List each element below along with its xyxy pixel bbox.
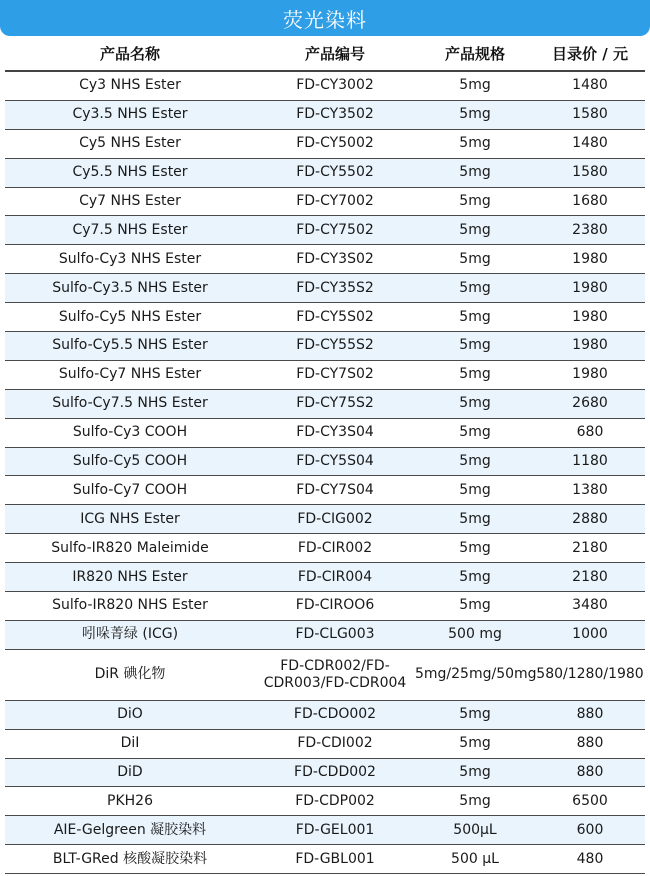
product-spec-cell: 5mg xyxy=(459,568,491,585)
product-spec-cell: 500 mg xyxy=(448,626,502,643)
product-code-cell: FD-CY7502 xyxy=(296,221,374,238)
product-price-cell: 1980 xyxy=(572,366,608,383)
product-name-cell: Sulfo-Cy3 NHS Ester xyxy=(58,250,202,267)
product-price-cell: 1980 xyxy=(572,279,608,296)
product-price-cell: 2680 xyxy=(572,395,608,412)
product-name-cell: IR820 NHS Ester xyxy=(72,568,188,585)
product-name-cell: DiD xyxy=(117,764,143,781)
product-price-cell: 2880 xyxy=(572,510,608,527)
product-code-cell: FD-CY7S02 xyxy=(296,366,374,383)
product-code-cell: FD-CY75S2 xyxy=(296,395,374,412)
table-row xyxy=(5,505,645,534)
product-code-cell: FD-CY7002 xyxy=(296,193,374,209)
product-price-cell: 1980 xyxy=(572,337,608,354)
product-code-cell: FD-CDD002 xyxy=(294,764,376,781)
product-spec-cell: 500 μL xyxy=(451,850,499,867)
product-code-cell: FD-CY3S02 xyxy=(296,250,374,267)
product-name-cell: Cy5.5 NHS Ester xyxy=(72,164,188,181)
product-price-cell: 2380 xyxy=(572,221,608,238)
table-row xyxy=(5,130,645,159)
table-row xyxy=(5,274,645,303)
product-name-cell: DiO xyxy=(117,706,143,723)
product-spec-cell: 5mg xyxy=(459,106,491,123)
product-price-cell: 1480 xyxy=(572,135,608,152)
product-spec-cell: 5mg xyxy=(459,250,491,267)
product-code-cell: FD-CIG002 xyxy=(297,510,373,527)
product-spec-cell: 5mg xyxy=(459,279,491,296)
product-spec-cell: 5mg xyxy=(459,453,491,470)
product-code-cell: FD-CY35S2 xyxy=(296,279,374,296)
product-code-cell: FD-CIROO6 xyxy=(295,597,375,614)
section-title: 荧光染料 xyxy=(283,7,367,32)
table-row xyxy=(5,592,645,621)
table-row xyxy=(5,216,645,245)
product-name-cell: Cy3.5 NHS Ester xyxy=(72,106,188,123)
product-spec-cell: 5mg xyxy=(459,366,491,383)
product-code-cell: FD-CDP002 xyxy=(295,792,375,809)
product-name-cell: Sulfo-Cy5.5 NHS Ester xyxy=(52,337,208,354)
product-code-cell: FD-CY5S04 xyxy=(296,453,374,470)
product-price-cell: 880 xyxy=(576,735,604,752)
table-row xyxy=(5,476,645,505)
table-body xyxy=(5,72,645,874)
product-code-cell: FD-CY5S02 xyxy=(296,308,374,325)
table-row xyxy=(5,332,645,361)
product-name-cell: Sulfo-Cy3 COOH xyxy=(72,424,188,441)
column-header-spec: 产品规格 xyxy=(444,44,505,63)
product-spec-cell: 5mg xyxy=(459,735,491,752)
table-row xyxy=(5,159,645,188)
product-code-cell: FD-GBL001 xyxy=(295,850,375,867)
product-name-cell: AIE-Gelgreen 凝胶染料 xyxy=(53,821,207,838)
product-code-cell: FD-CIR002 xyxy=(297,539,373,556)
table-row xyxy=(5,730,645,759)
product-code-cell: FD-CIR004 xyxy=(297,568,373,585)
table-row xyxy=(5,563,645,592)
product-spec-cell: 5mg xyxy=(459,597,491,614)
product-code-cell: FD-GEL001 xyxy=(295,821,375,838)
product-spec-cell: 5mg xyxy=(459,337,491,354)
product-spec-cell: 5mg xyxy=(459,135,491,152)
table-row xyxy=(5,845,645,874)
product-spec-cell: 500μL xyxy=(453,821,497,838)
product-spec-cell: 5mg/25mg/50mg xyxy=(415,666,537,683)
product-price-cell: 1980 xyxy=(572,250,608,267)
table-row xyxy=(5,534,645,563)
product-price-cell: 1380 xyxy=(572,481,608,498)
product-code-cell: FD-CDO002 xyxy=(293,706,377,723)
product-name-cell: Sulfo-Cy7 COOH xyxy=(72,481,188,498)
product-name-cell: Sulfo-IR820 Maleimide xyxy=(51,539,209,556)
table-row xyxy=(5,650,645,701)
table-row xyxy=(5,303,645,332)
product-name-cell: Sulfo-Cy7 NHS Ester xyxy=(58,366,202,383)
product-name-cell: ICG NHS Ester xyxy=(80,510,180,527)
product-price-cell: 1180 xyxy=(572,453,608,470)
product-price-cell: 1980 xyxy=(572,308,608,325)
product-code-cell: FD-CY3S04 xyxy=(296,424,374,441)
product-name-cell: PKH26 xyxy=(107,792,153,809)
product-name-cell: Cy7 NHS Ester xyxy=(79,193,181,209)
table-header xyxy=(5,36,645,72)
product-name-cell: Sulfo-Cy5 NHS Ester xyxy=(58,308,202,325)
product-price-cell: 1680 xyxy=(572,193,608,209)
product-name-cell: Cy5 NHS Ester xyxy=(79,135,181,152)
product-name-cell: Cy7.5 NHS Ester xyxy=(72,221,188,238)
product-spec-cell: 5mg xyxy=(459,164,491,181)
product-name-cell: 吲哚菁绿 (ICG) xyxy=(81,626,179,643)
product-spec-cell: 5mg xyxy=(459,308,491,325)
product-name-cell: DiI xyxy=(120,735,140,752)
product-name-cell: Sulfo-Cy5 COOH xyxy=(72,453,188,470)
table-row xyxy=(5,787,645,816)
product-code-cell: FD-CDI002 xyxy=(297,735,373,752)
product-price-cell: 600 xyxy=(576,821,604,838)
table-row xyxy=(5,188,645,217)
table-row xyxy=(5,72,645,101)
table-row xyxy=(5,361,645,390)
product-spec-cell: 5mg xyxy=(459,706,491,723)
section-banner xyxy=(0,0,650,36)
product-code-cell: FD-CY7S04 xyxy=(296,481,374,498)
table-row xyxy=(5,419,645,448)
column-header-name: 产品名称 xyxy=(99,44,160,63)
product-code-cell: FD-CY3002 xyxy=(296,77,374,94)
product-spec-cell: 5mg xyxy=(459,539,491,556)
table-row xyxy=(5,245,645,274)
product-spec-cell: 5mg xyxy=(459,424,491,441)
product-spec-cell: 5mg xyxy=(459,77,491,94)
product-name-cell: Sulfo-IR820 NHS Ester xyxy=(52,597,208,614)
product-spec-cell: 5mg xyxy=(459,193,491,209)
product-code-cell: FD-CLG003 xyxy=(295,626,375,643)
price-table xyxy=(5,36,645,874)
product-name-cell: BLT-GRed 核酸凝胶染料 xyxy=(52,850,208,867)
product-code-cell: FD-CY3502 xyxy=(296,106,374,123)
product-price-cell: 2180 xyxy=(572,568,608,585)
product-price-cell: 580/1280/1980 xyxy=(536,666,644,683)
product-code-cell: FD-CDR002/FD-CDR003/FD-CDR004 xyxy=(263,657,407,691)
product-spec-cell: 5mg xyxy=(459,764,491,781)
product-price-cell: 3480 xyxy=(572,597,608,614)
product-name-cell: Sulfo-Cy3.5 NHS Ester xyxy=(52,279,208,296)
product-spec-cell: 5mg xyxy=(459,481,491,498)
product-code-cell: FD-CY55S2 xyxy=(296,337,374,354)
column-header-price: 目录价 / 元 xyxy=(552,44,628,63)
product-spec-cell: 5mg xyxy=(459,792,491,809)
product-code-cell: FD-CY5002 xyxy=(296,135,374,152)
table-row xyxy=(5,816,645,845)
product-spec-cell: 5mg xyxy=(459,221,491,238)
table-row xyxy=(5,759,645,788)
product-price-cell: 1480 xyxy=(572,77,608,94)
product-spec-cell: 5mg xyxy=(459,395,491,412)
product-price-cell: 680 xyxy=(576,424,604,441)
table-row xyxy=(5,701,645,730)
product-price-cell: 1000 xyxy=(572,626,608,643)
table-row xyxy=(5,448,645,477)
product-name-cell: DiR 碘化物 xyxy=(94,666,166,683)
product-code-cell: FD-CY5502 xyxy=(296,164,374,181)
table-row xyxy=(5,621,645,650)
product-spec-cell: 5mg xyxy=(459,510,491,527)
product-price-cell: 480 xyxy=(576,850,604,867)
product-price-cell: 6500 xyxy=(572,792,608,809)
product-price-cell: 880 xyxy=(576,706,604,723)
product-price-cell: 1580 xyxy=(572,164,608,181)
product-name-cell: Sulfo-Cy7.5 NHS Ester xyxy=(52,395,208,412)
column-header-code: 产品编号 xyxy=(304,44,365,63)
product-name-cell: Cy3 NHS Ester xyxy=(79,77,181,94)
product-price-cell: 2180 xyxy=(572,539,608,556)
table-row xyxy=(5,390,645,419)
product-price-cell: 880 xyxy=(576,764,604,781)
table-row xyxy=(5,101,645,130)
product-price-cell: 1580 xyxy=(572,106,608,123)
